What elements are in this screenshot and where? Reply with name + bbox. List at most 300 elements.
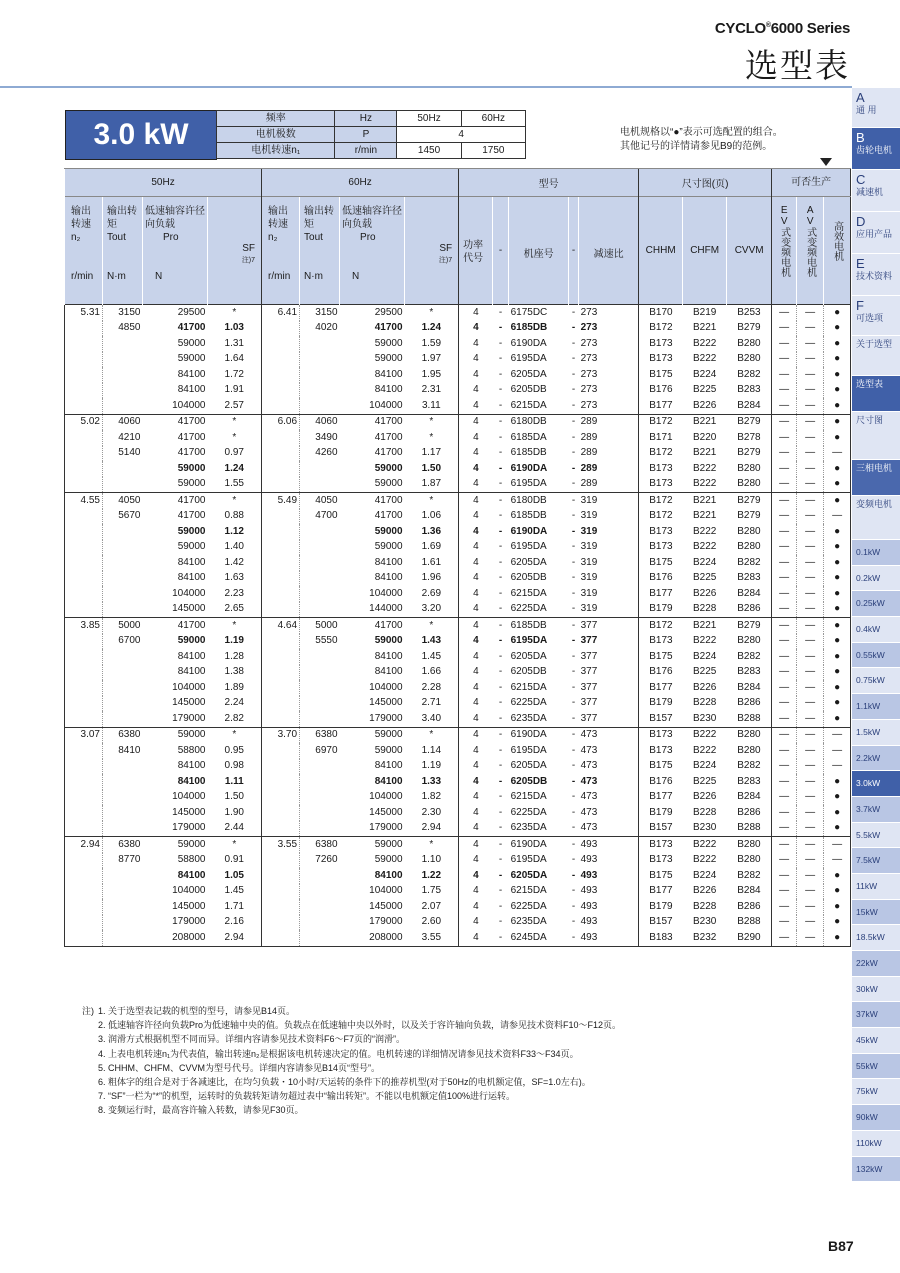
dash-separator: - xyxy=(498,541,503,553)
cell-chfm: B222 xyxy=(692,541,717,553)
sidebar-item[interactable] xyxy=(852,694,900,720)
cell-sf60: 1.19 xyxy=(421,760,442,772)
sidebar-item[interactable] xyxy=(852,376,900,412)
cell-av: — xyxy=(797,680,824,696)
cell-cvvm: B288 xyxy=(737,822,761,834)
cell-t50: 4210 xyxy=(103,430,143,446)
header-divider xyxy=(0,86,852,88)
sidebar-item[interactable] xyxy=(852,951,900,977)
dash-separator: - xyxy=(569,837,579,853)
cell-chhm: B173 xyxy=(639,743,683,759)
table-row xyxy=(65,446,851,462)
sidebar-item-label: 0.1kW xyxy=(856,547,881,557)
cell-p60: 104000 xyxy=(369,791,403,803)
cell-chfm: B221 xyxy=(683,493,727,509)
cell-code: 4 xyxy=(459,540,493,556)
cell-ratio: 289 xyxy=(580,478,598,490)
cell-sf50: 0.97 xyxy=(224,447,244,459)
cell-cvvm: B280 xyxy=(737,525,761,537)
cell-ratio: 319 xyxy=(580,510,598,522)
cell-av: — xyxy=(797,493,824,509)
cell-ratio: 493 xyxy=(580,885,598,897)
cell-frame: 6205DB xyxy=(510,384,547,396)
cell-av: — xyxy=(797,711,824,727)
cell-frame: 6175DC xyxy=(509,305,569,321)
col-symbol: Pro xyxy=(360,232,376,243)
cell-code: 4 xyxy=(459,930,493,946)
cell-s60: 6.06 xyxy=(262,414,300,430)
cell-s50 xyxy=(65,524,103,540)
cell-sf60: 2.30 xyxy=(421,806,442,818)
sidebar-item[interactable] xyxy=(852,977,900,1003)
dash-separator: - xyxy=(571,541,576,553)
cell-av: — xyxy=(797,571,824,587)
cell-he: ● xyxy=(824,493,851,509)
cell-s60 xyxy=(262,899,300,915)
cell-sf60: 1.50 xyxy=(421,462,442,474)
cell-cvvm: B288 xyxy=(737,916,761,928)
sidebar-item-label: 减速机 xyxy=(856,187,884,197)
cell-t50 xyxy=(103,477,143,493)
sidebar-item[interactable] xyxy=(852,296,900,336)
cell-chhm: B175 xyxy=(639,759,683,775)
cell-chhm: B179 xyxy=(639,696,683,712)
cell-s50 xyxy=(65,743,103,759)
cell-he: ● xyxy=(824,821,851,837)
dash-separator: - xyxy=(498,462,503,474)
cell-s50 xyxy=(65,915,103,931)
cell-chhm: B175 xyxy=(639,868,683,884)
cell-code: 4 xyxy=(459,759,493,775)
cell-chhm: B176 xyxy=(639,383,683,399)
sidebar-item[interactable] xyxy=(852,720,900,746)
cell-p60: 59000 xyxy=(374,744,403,756)
cell-sf50: 1.63 xyxy=(224,572,244,584)
sidebar-item[interactable] xyxy=(852,170,900,212)
cell-s50: 4.55 xyxy=(65,493,103,509)
footnote-indent xyxy=(64,1018,98,1032)
cell-av: — xyxy=(797,868,824,884)
cell-t60 xyxy=(300,680,340,696)
spec-label: 频率 xyxy=(217,111,335,127)
dash-separator: - xyxy=(498,681,503,693)
sidebar-item[interactable] xyxy=(852,874,900,900)
cell-chfm: B224 xyxy=(692,760,717,772)
cell-s50 xyxy=(65,540,103,556)
dash-separator: - xyxy=(571,666,576,678)
cell-av: — xyxy=(797,759,824,775)
col-out-speed-50 xyxy=(65,197,103,305)
cell-p60: 84100 xyxy=(374,775,403,787)
cell-chhm: B177 xyxy=(639,586,683,602)
footnote xyxy=(64,1018,621,1032)
cell-frame: 6205DA xyxy=(510,556,547,568)
cell-t50: 4050 xyxy=(103,493,143,509)
cell-he: — xyxy=(824,727,851,743)
sidebar-item[interactable] xyxy=(852,746,900,772)
cell-t60: 4050 xyxy=(300,493,340,509)
cell-sf50: 2.16 xyxy=(224,916,244,928)
cell-sf50: 1.90 xyxy=(224,806,244,818)
cell-he: — xyxy=(824,509,851,525)
sidebar-item[interactable] xyxy=(852,1079,900,1105)
cell-sf60: 1.43 xyxy=(421,635,442,647)
cell-p50: 145000 xyxy=(172,806,206,818)
spec-unit: Hz xyxy=(335,111,397,127)
cell-s50 xyxy=(65,477,103,493)
cell-code: 4 xyxy=(459,524,493,540)
cell-ev: — xyxy=(772,743,797,759)
cell-cvvm: B286 xyxy=(737,603,761,615)
cell-sf50: 1.89 xyxy=(224,681,244,693)
cell-chfm: B222 xyxy=(692,854,717,866)
cell-ev: — xyxy=(772,398,797,414)
dash-separator: - xyxy=(498,916,503,928)
cell-code: 4 xyxy=(459,602,493,618)
cell-cvvm: B283 xyxy=(737,384,761,396)
cell-s60 xyxy=(262,446,300,462)
sidebar-item[interactable] xyxy=(852,668,900,694)
cell-chfm: B226 xyxy=(692,885,717,897)
cell-t60: 5000 xyxy=(300,618,340,634)
cell-code: 4 xyxy=(459,743,493,759)
dash-separator: - xyxy=(571,384,576,396)
cell-cvvm: B280 xyxy=(727,837,772,853)
cell-chfm: B228 xyxy=(692,806,717,818)
cell-sf50: * xyxy=(208,493,262,509)
cell-code: 4 xyxy=(459,837,493,853)
sidebar-item-label: 55kW xyxy=(856,1060,878,1071)
cell-he: ● xyxy=(824,774,851,790)
dash-separator: - xyxy=(571,697,576,709)
cell-sf60: 2.94 xyxy=(421,822,442,834)
cell-s60 xyxy=(262,555,300,571)
cell-code: 4 xyxy=(459,680,493,696)
dash-separator: - xyxy=(498,869,503,881)
cell-t60: 6380 xyxy=(300,727,340,743)
cell-ev: — xyxy=(772,430,797,446)
sidebar-item[interactable] xyxy=(852,925,900,951)
cell-chhm: B172 xyxy=(639,414,683,430)
cell-he: ● xyxy=(824,790,851,806)
cell-s60 xyxy=(262,680,300,696)
table-row xyxy=(65,837,851,853)
cell-ratio: 377 xyxy=(579,618,639,634)
cell-p60: 59000 xyxy=(374,337,403,349)
dash-separator: - xyxy=(571,791,576,803)
sidebar-item[interactable] xyxy=(852,1028,900,1054)
sidebar-item[interactable] xyxy=(852,460,900,496)
cell-code: 4 xyxy=(459,352,493,368)
header-60hz: 60Hz xyxy=(262,169,459,197)
col-label: 输出转矩 xyxy=(304,206,335,230)
table-row xyxy=(65,493,851,509)
cell-sf50: 2.82 xyxy=(224,712,244,724)
cell-p60: 104000 xyxy=(369,399,403,411)
cell-s50 xyxy=(65,336,103,352)
dash-separator: - xyxy=(571,337,576,349)
cell-he: ● xyxy=(824,524,851,540)
footnote-indent xyxy=(64,1089,98,1103)
cell-s50 xyxy=(65,352,103,368)
dash-separator: - xyxy=(493,837,509,853)
cell-s50 xyxy=(65,571,103,587)
cell-ratio: 273 xyxy=(580,399,598,411)
cell-s50 xyxy=(65,602,103,618)
footnote xyxy=(64,1047,621,1061)
cell-sf60: 1.61 xyxy=(421,556,442,568)
cell-s50: 5.31 xyxy=(65,305,103,321)
sidebar-item[interactable] xyxy=(852,412,900,460)
dash-separator: - xyxy=(498,353,503,365)
col-unit: N xyxy=(155,271,163,282)
table-row xyxy=(65,727,851,743)
cell-he: ● xyxy=(824,899,851,915)
sidebar-item[interactable] xyxy=(852,1157,900,1183)
cell-chfm: B230 xyxy=(692,916,717,928)
sidebar-item[interactable] xyxy=(852,540,900,566)
sidebar-item[interactable] xyxy=(852,848,900,874)
cell-chhm: B176 xyxy=(639,774,683,790)
cell-he: ● xyxy=(824,602,851,618)
col-chhm: CHHM xyxy=(639,197,683,305)
cell-ratio: 377 xyxy=(580,697,598,709)
cell-sf50: 0.98 xyxy=(224,760,244,772)
sidebar-item[interactable] xyxy=(852,643,900,669)
dash-separator: - xyxy=(493,493,509,509)
cell-chfm: B232 xyxy=(692,931,717,943)
cell-he: ● xyxy=(824,680,851,696)
cell-s60 xyxy=(262,743,300,759)
cell-he: ● xyxy=(824,398,851,414)
dash-separator: - xyxy=(498,635,503,647)
cell-chhm: B157 xyxy=(639,711,683,727)
sidebar-item[interactable] xyxy=(852,591,900,617)
cell-s50 xyxy=(65,899,103,915)
cell-he: — xyxy=(824,837,851,853)
sidebar-item-label: 通 用 xyxy=(856,105,877,115)
col-label: 输出转矩 xyxy=(107,206,137,230)
cell-code: 4 xyxy=(459,821,493,837)
cell-t60 xyxy=(300,665,340,681)
spec-value: 1450 xyxy=(397,143,461,159)
footnote xyxy=(64,1103,621,1117)
cell-chhm: B173 xyxy=(639,837,683,853)
cell-chfm: B225 xyxy=(692,384,717,396)
cell-t50: 5670 xyxy=(103,509,143,525)
cell-frame: 6215DA xyxy=(510,587,547,599)
dash-separator: - xyxy=(498,478,503,490)
cell-ev: — xyxy=(772,383,797,399)
cell-av: — xyxy=(797,540,824,556)
sidebar-item[interactable] xyxy=(852,1105,900,1131)
col-symbol: n₂ xyxy=(71,232,81,243)
cell-s60 xyxy=(262,711,300,727)
cell-he: ● xyxy=(824,367,851,383)
col-label: 输出转速 xyxy=(268,206,289,230)
dash-separator: - xyxy=(571,368,576,380)
footnote-text: 7. “SF”一栏为“*”的机型，运转时的负载转矩请勿超过表中“输出转矩”。不能以电机额定值100%进行运转。 xyxy=(98,1091,516,1102)
header-availability: 可否生产 xyxy=(772,169,851,197)
sidebar-item[interactable] xyxy=(852,566,900,592)
cell-he: ● xyxy=(824,555,851,571)
cell-s60 xyxy=(262,634,300,650)
sidebar-item-label: 37kW xyxy=(856,1009,878,1020)
cell-ev: — xyxy=(772,853,797,869)
cell-sf60: 1.96 xyxy=(421,572,442,584)
cell-chhm: B177 xyxy=(639,680,683,696)
sidebar-item[interactable] xyxy=(852,1131,900,1157)
cell-he: ● xyxy=(824,805,851,821)
dash-separator: - xyxy=(569,493,579,509)
cell-s50 xyxy=(65,555,103,571)
sidebar-item[interactable] xyxy=(852,1054,900,1080)
sidebar-item-label: 0.55kW xyxy=(856,649,885,660)
cell-ratio: 319 xyxy=(580,556,598,568)
col-torque-50 xyxy=(103,197,143,305)
sidebar-item[interactable] xyxy=(852,617,900,643)
cell-code: 4 xyxy=(459,446,493,462)
cell-t50 xyxy=(103,774,143,790)
footnote-indent xyxy=(64,1047,98,1061)
sidebar-item-label: 110kW xyxy=(856,1137,882,1148)
cell-cvvm: B280 xyxy=(727,727,772,743)
motor-spec-table xyxy=(216,110,526,159)
cell-frame: 6205DA xyxy=(510,869,548,881)
dash-separator: - xyxy=(571,854,576,866)
cell-frame: 6235DA xyxy=(510,712,547,724)
cell-chfm: B224 xyxy=(692,556,717,568)
table-row xyxy=(65,711,851,727)
cell-p50: 59000 xyxy=(177,635,206,647)
cell-ratio: 473 xyxy=(580,760,598,772)
cell-s60 xyxy=(262,649,300,665)
cell-av: — xyxy=(797,634,824,650)
cell-he: — xyxy=(824,446,851,462)
cell-sf60: * xyxy=(429,431,434,443)
cell-cvvm: B279 xyxy=(737,510,761,522)
cell-he: ● xyxy=(824,461,851,477)
cell-t50 xyxy=(103,555,143,571)
dash-separator: - xyxy=(498,775,503,787)
col-power-code xyxy=(459,197,493,305)
cell-chfm: B221 xyxy=(683,414,727,430)
sidebar-item-label: 0.25kW xyxy=(856,598,885,609)
sidebar-item[interactable] xyxy=(852,128,900,170)
cell-chfm: B230 xyxy=(692,712,717,724)
cell-p60: 179000 xyxy=(369,916,403,928)
sidebar-item[interactable] xyxy=(852,212,900,254)
col-sf-50 xyxy=(208,197,262,305)
cell-frame: 6180DB xyxy=(509,493,569,509)
cell-ev: — xyxy=(772,336,797,352)
sidebar-item[interactable] xyxy=(852,496,900,540)
cell-chfm: B222 xyxy=(692,337,717,349)
cell-cvvm: B284 xyxy=(737,399,761,411)
cell-s60 xyxy=(262,367,300,383)
table-row xyxy=(65,602,851,618)
cell-cvvm: B283 xyxy=(737,775,761,787)
col-unit: N xyxy=(352,271,360,282)
cell-he: ● xyxy=(824,414,851,430)
cell-av: — xyxy=(797,446,824,462)
cell-t60 xyxy=(300,884,340,900)
cell-p50: 84100 xyxy=(177,869,206,881)
cell-ev: — xyxy=(772,618,797,634)
sidebar-item[interactable] xyxy=(852,254,900,296)
cell-s50 xyxy=(65,586,103,602)
col-frame: 机座号 xyxy=(509,197,569,305)
cell-ev: — xyxy=(772,727,797,743)
cell-av: — xyxy=(797,461,824,477)
cell-sf50: 1.19 xyxy=(224,635,244,647)
cell-cvvm: B288 xyxy=(737,712,761,724)
cell-ratio: 319 xyxy=(580,541,598,553)
cell-ev: — xyxy=(772,305,797,321)
sidebar-item-label: 18.5kW xyxy=(856,932,885,943)
cell-ratio: 493 xyxy=(580,916,598,928)
spec-unit: r/min xyxy=(335,143,397,159)
dash-separator: - xyxy=(493,305,509,321)
sidebar-item-label: 132kW xyxy=(856,1163,883,1174)
cell-frame: 6215DA xyxy=(510,791,547,803)
cell-p50: 104000 xyxy=(172,399,206,411)
cell-t50 xyxy=(103,759,143,775)
cell-t50 xyxy=(103,524,143,540)
cell-cvvm: B286 xyxy=(737,697,761,709)
table-row xyxy=(65,305,851,321)
col-unit: r/min xyxy=(71,271,94,282)
sidebar-item[interactable] xyxy=(852,336,900,376)
dash-separator: - xyxy=(571,806,576,818)
table-row xyxy=(65,352,851,368)
dash-separator: - xyxy=(571,916,576,928)
cell-ev: — xyxy=(772,586,797,602)
sidebar-item[interactable] xyxy=(852,1002,900,1028)
col-label: 低速轴容许径向负载 xyxy=(145,206,205,230)
cell-ev: — xyxy=(772,477,797,493)
cell-he: ● xyxy=(824,884,851,900)
cell-t60 xyxy=(300,524,340,540)
dash-separator: - xyxy=(571,462,576,474)
cell-chhm: B172 xyxy=(639,618,683,634)
cell-chfm: B221 xyxy=(692,510,717,522)
cell-p50: 59000 xyxy=(177,462,206,474)
sidebar-item[interactable] xyxy=(852,823,900,849)
cell-ev: — xyxy=(772,805,797,821)
sidebar-item[interactable] xyxy=(852,900,900,926)
cell-cvvm: B280 xyxy=(737,462,761,474)
col-torque-60 xyxy=(300,197,340,305)
cell-sf60: * xyxy=(405,493,459,509)
table-row xyxy=(65,868,851,884)
cell-chfm: B225 xyxy=(692,775,717,787)
sidebar-item[interactable] xyxy=(852,771,900,797)
sidebar-item[interactable] xyxy=(852,797,900,823)
cell-av: — xyxy=(797,602,824,618)
cell-s50 xyxy=(65,711,103,727)
cell-sf50: 1.05 xyxy=(224,869,244,881)
cell-s50 xyxy=(65,461,103,477)
cell-ratio: 473 xyxy=(580,806,598,818)
cell-sf60: 1.10 xyxy=(421,854,442,866)
cell-p60: 84100 xyxy=(374,556,403,568)
sidebar-item-key: C xyxy=(856,172,866,187)
cell-frame: 6245DA xyxy=(510,931,547,943)
table-row xyxy=(65,759,851,775)
cell-p60: 41700 xyxy=(374,431,403,443)
sidebar-item[interactable] xyxy=(852,88,900,128)
